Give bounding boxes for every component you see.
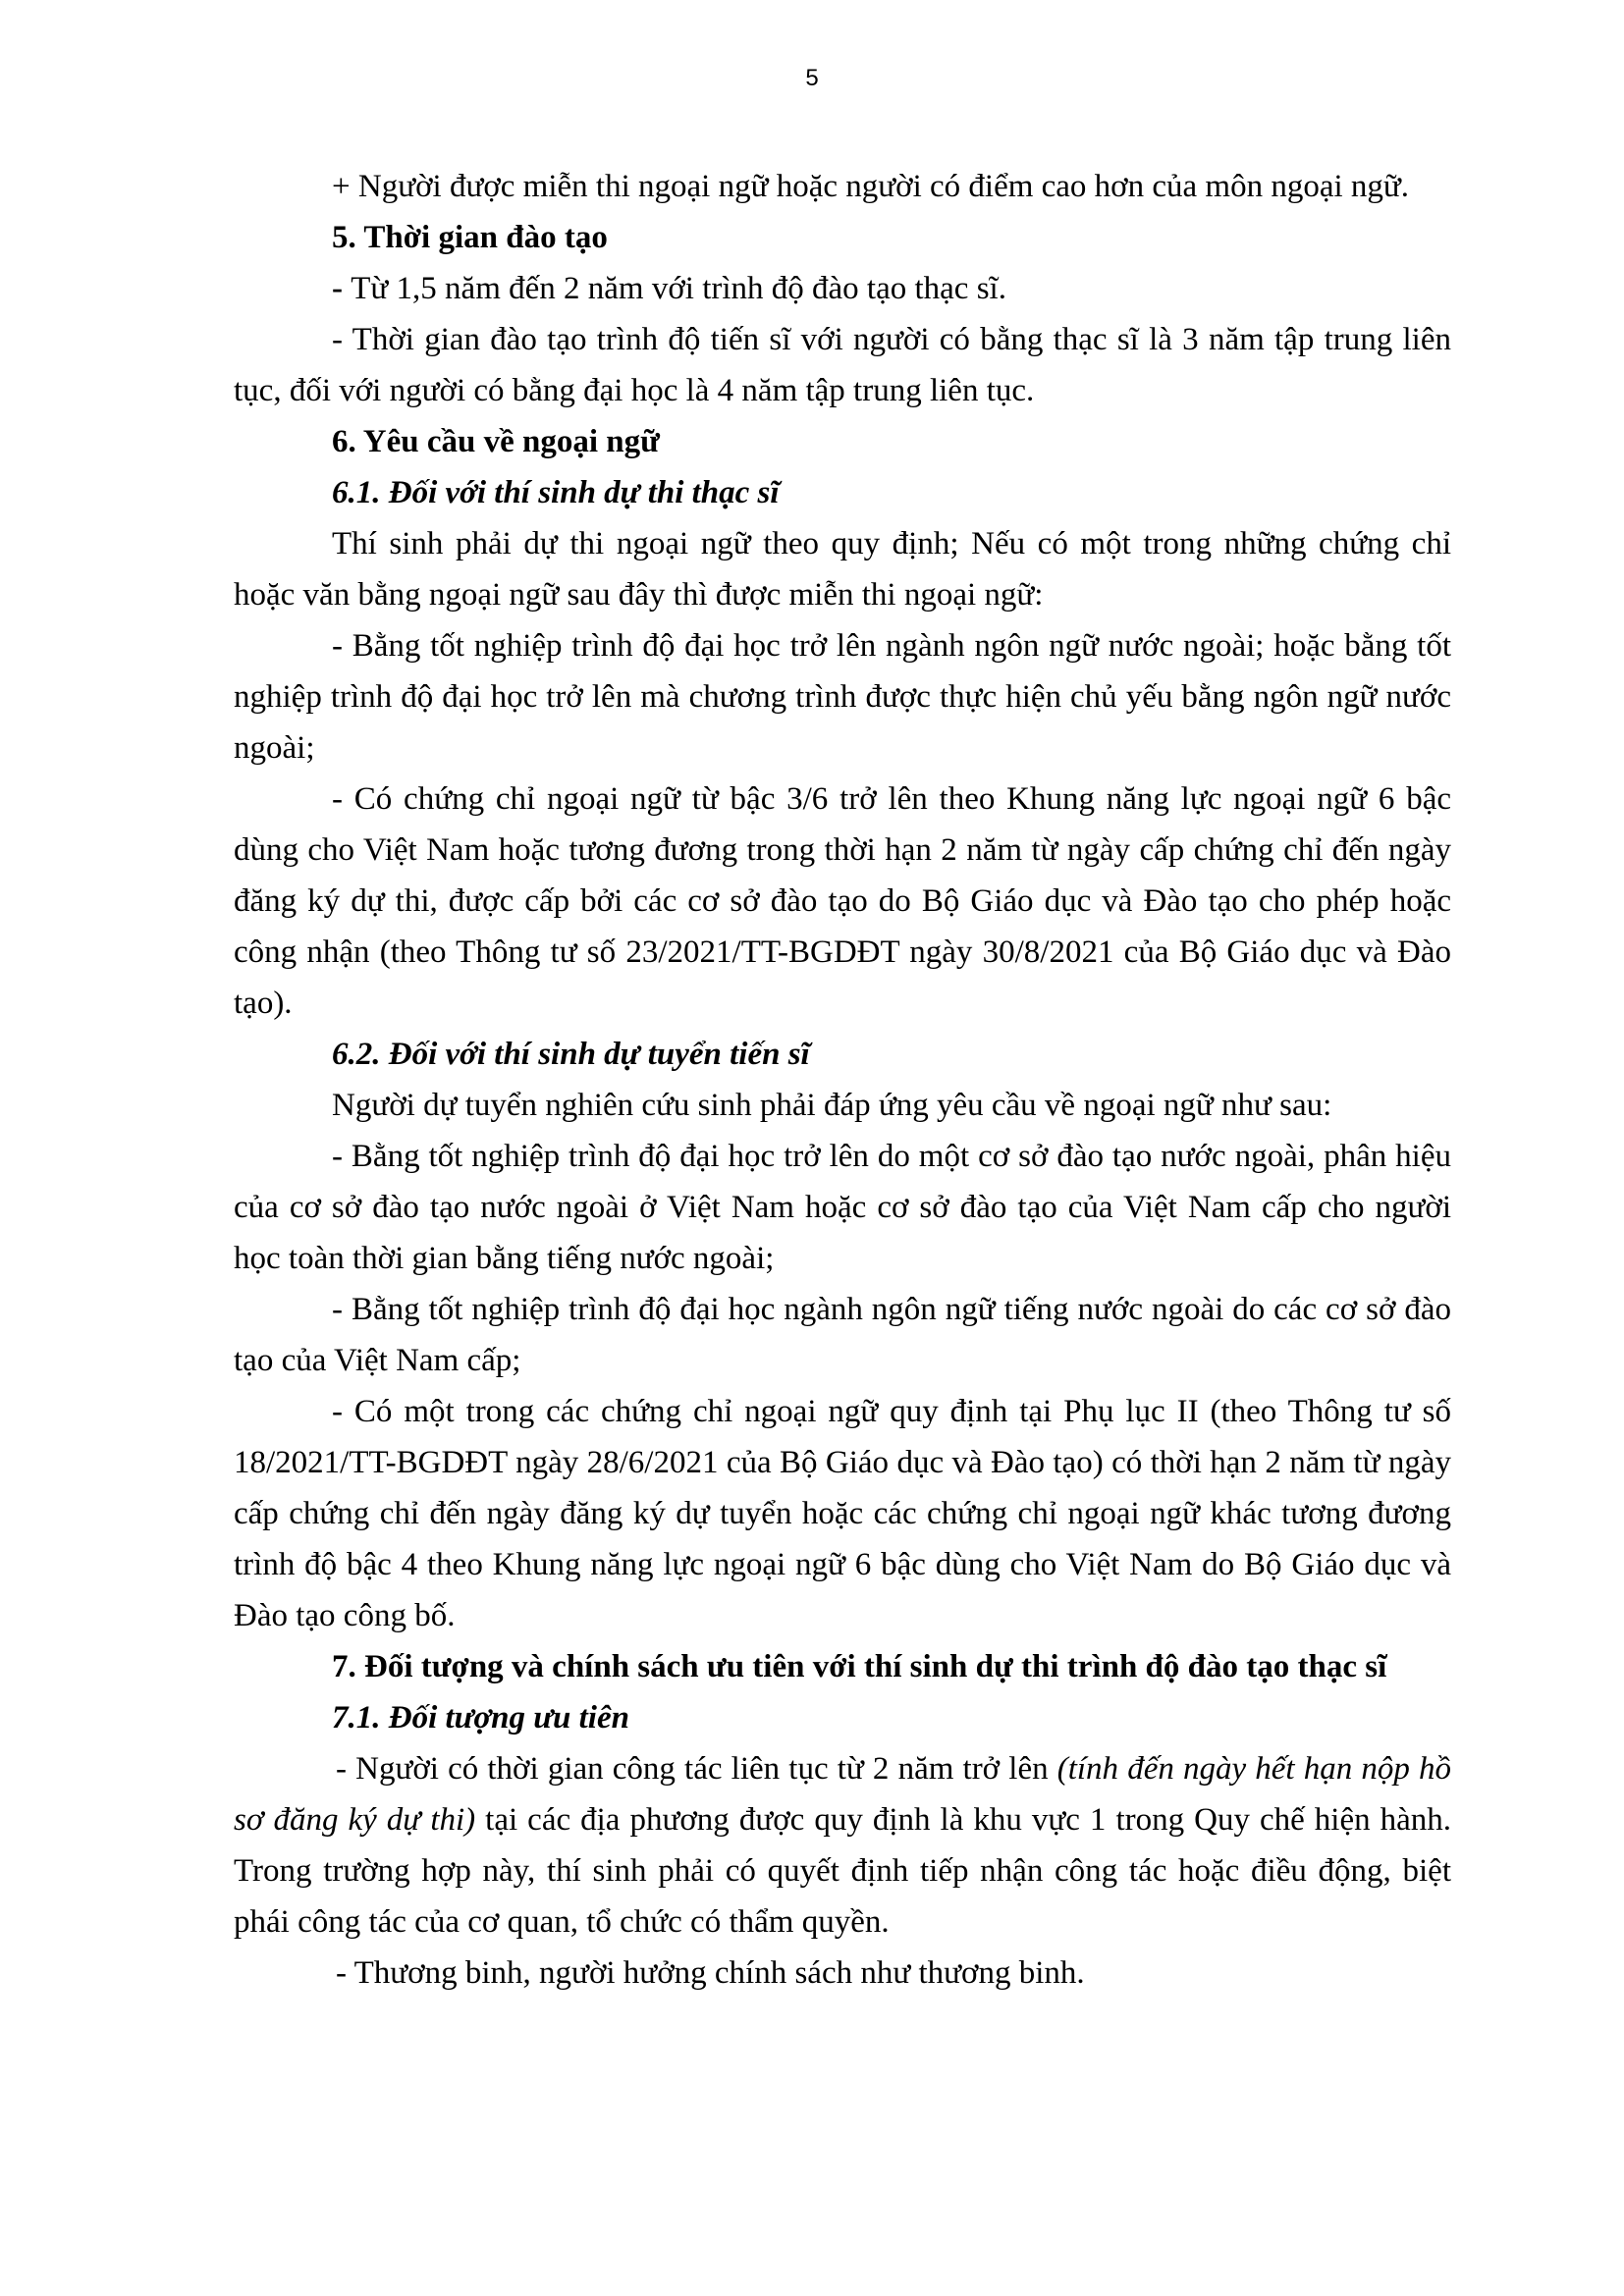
paragraph-doctor-foreign-degree: - Bằng tốt nghiệp trình độ đại học trở lên do một cơ sở đào tạo nước ngoài, phân hiệu của cơ sở đào tạo nước ngoài ở Việt Nam hoặc cơ sở đào tạo của Việt Nam cấp cho người học toàn thời gian bằng tiếng nước ngoài; [234, 1139, 1451, 1276]
document-body [234, 161, 1451, 1999]
heading-priority-subjects: 7.1. Đối tượng ưu tiên [332, 1700, 629, 1735]
paragraph-master-exam-rule: Thí sinh phải dự thi ngoại ngữ theo quy định; Nếu có một trong những chứng chỉ hoặc văn bằng ngoại ngữ sau đây thì được miễn thi ngoại ngữ: [234, 526, 1451, 613]
heading-training-duration: 5. Thời gian đào tạo [332, 220, 608, 255]
heading-foreign-language-requirements: 6. Yêu cầu về ngoại ngữ [332, 424, 660, 459]
paragraph-doctor-language-degree: - Bằng tốt nghiệp trình độ đại học ngành ngôn ngữ tiếng nước ngoài do các cơ sở đào tạo của Việt Nam cấp; [234, 1292, 1451, 1378]
paragraph-priority-war-invalids: - Thương binh, người hưởng chính sách như thương binh. [336, 1955, 1085, 1991]
paragraph-master-degree-exempt: - Bằng tốt nghiệp trình độ đại học trở lên ngành ngôn ngữ nước ngoài; hoặc bằng tốt nghiệp trình độ đại học trở lên mà chương trình được thực hiện chủ yếu bằng ngôn ngữ nước ngoài; [234, 628, 1451, 766]
heading-priority-policy: 7. Đối tượng và chính sách ưu tiên với thí sinh dự thi trình độ đào tạo thạc sĩ [332, 1649, 1387, 1684]
priority-region-text-a: - Người có thời gian công tác liên tục từ 2 năm trở lên [336, 1751, 1057, 1787]
paragraph-master-duration [234, 263, 1451, 314]
paragraph-foreign-language-exempt: + Người được miễn thi ngoại ngữ hoặc người có điểm cao hơn của môn ngoại ngữ. [332, 169, 1410, 204]
paragraph-master-duration-text: Từ 1,5 năm đến 2 năm với trình độ đào tạo thạc sĩ. [351, 271, 1006, 306]
paragraph-doctor-requirement-intro: Người dự tuyển nghiên cứu sinh phải đáp ứng yêu cầu về ngoại ngữ như sau: [332, 1088, 1332, 1123]
heading-doctor-candidates: 6.2. Đối với thí sinh dự tuyển tiến sĩ [332, 1037, 810, 1072]
paragraph-doctor-certificate: - Có một trong các chứng chỉ ngoại ngữ quy định tại Phụ lục II (theo Thông tư số 18/2021/TT-BGDĐT ngày 28/6/2021 của Bộ Giáo dục và Đào tạo) có thời hạn 2 năm từ ngày cấp chứng chỉ đến ngày đăng ký dự tuyển hoặc các chứng chỉ ngoại ngữ khác tương đương trình độ bậc 4 theo Khung năng lực ngoại ngữ 6 bậc dùng cho Việt Nam do Bộ Giáo dục và Đào tạo công bố. [234, 1394, 1451, 1633]
priority-region-text-c: tại các địa phương được quy định là khu vực 1 trong Quy chế hiện hành. Trong trường hợp này, thí sinh phải có quyết định tiếp nhận công tác hoặc điều động, biệt phái công tác của cơ quan, tổ chức có thẩm quyền. [234, 1802, 1452, 1940]
bullet-dash: - [332, 271, 352, 306]
heading-master-candidates: 6.1. Đối với thí sinh dự thi thạc sĩ [332, 475, 780, 510]
paragraph-master-certificate-exempt: - Có chứng chỉ ngoại ngữ từ bậc 3/6 trở lên theo Khung năng lực ngoại ngữ 6 bậc dùng cho Việt Nam hoặc tương đương trong thời hạn 2 năm từ ngày cấp chứng chỉ đến ngày đăng ký dự thi, được cấp bởi các cơ sở đào tạo do Bộ Giáo dục và Đào tạo cho phép hoặc công nhận (theo Thông tư số 23/2021/TT-BGDĐT ngày 30/8/2021 của Bộ Giáo dục và Đào tạo). [234, 781, 1451, 1021]
priority-region-text-italic: (tính đến ngày hết hạn nộp hồ sơ đăng ký dự thi) [234, 1751, 1452, 1838]
paragraph-priority-region [234, 1743, 1451, 1948]
paragraph-doctor-duration: - Thời gian đào tạo trình độ tiến sĩ với người có bằng thạc sĩ là 3 năm tập trung liên tục, đối với người có bằng đại học là 4 năm tập trung liên tục. [234, 322, 1451, 408]
page-number: 5 [805, 65, 819, 91]
